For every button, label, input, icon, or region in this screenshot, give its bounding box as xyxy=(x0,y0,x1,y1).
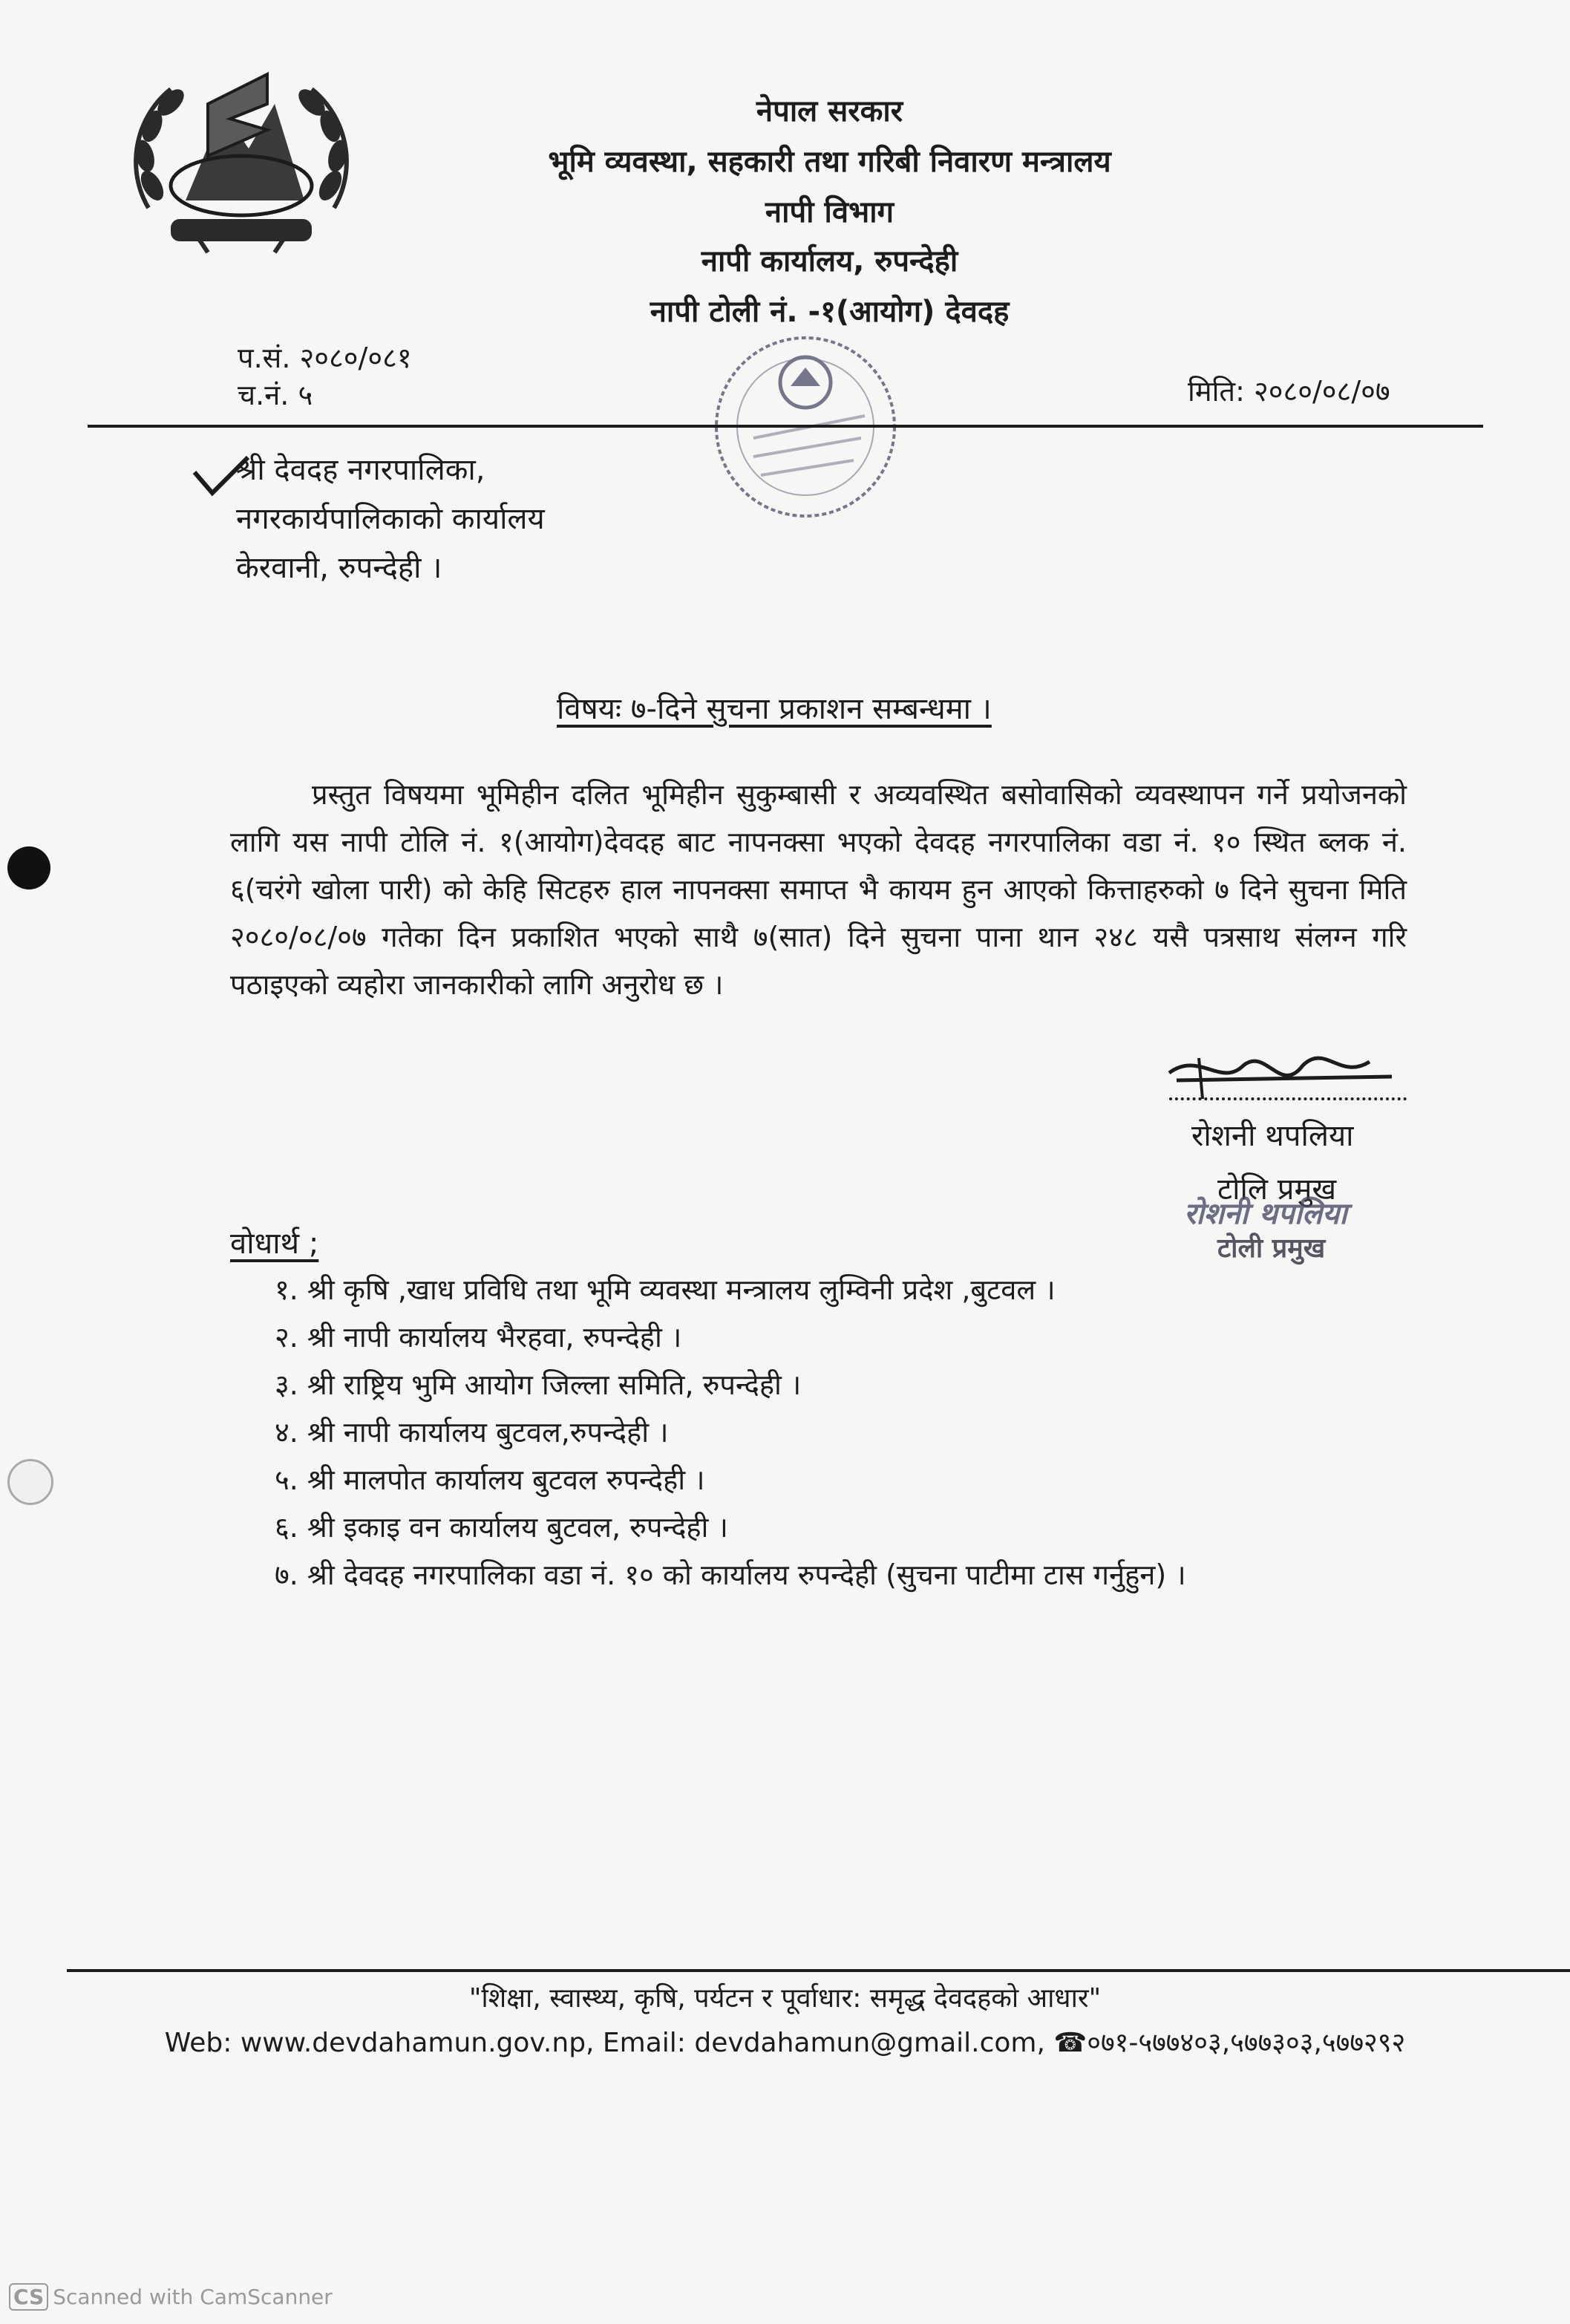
cc-item-2: २. श्री नापी कार्यालय भैरहवा, रुपन्देही । xyxy=(275,1321,682,1354)
cc-item-3: ३. श्री राष्ट्रिय भुमि आयोग जिल्ला समिति, रुपन्देही । xyxy=(275,1368,802,1401)
header-government: नेपाल सरकार xyxy=(756,94,903,128)
cc-heading: वोधार्थ ; xyxy=(230,1227,319,1261)
recipient-line-2: नगरकार्यपालिकाको कार्यालय xyxy=(236,502,545,536)
letter-subject: विषयः ७-दिने सुचना प्रकाशन सम्बन्धमा । xyxy=(557,692,992,726)
header-office: नापी कार्यालय, रुपन्देही xyxy=(701,244,958,278)
header-divider xyxy=(88,425,1483,428)
recipient-line-1: श्री देवदह नगरपालिका, xyxy=(236,453,485,487)
cc-item-6: ६. श्री इकाइ वन कार्यालय बुटवल, रुपन्देही । xyxy=(275,1511,728,1544)
recipient-address xyxy=(236,445,545,593)
cc-item-1: १. श्री कृषि ,खाध प्रविधि तथा भूमि व्यवस्था मन्त्रालय लुम्विनी प्रदेश ,बुटवल । xyxy=(275,1273,1056,1306)
punch-hole-faint xyxy=(7,1459,53,1505)
cc-item-5: ५. श्री मालपोत कार्यालय बुटवल रुपन्देही । xyxy=(275,1463,705,1496)
cc-item-7: ७. श्री देवदह नगरपालिका वडा नं. १० को कार्यालय रुपन्देही (सुचना पाटीमा टास गर्नुहुन) । xyxy=(275,1558,1186,1591)
name-stamp-title: टोली प्रमुख xyxy=(1217,1233,1326,1264)
recipient-line-3: केरवानी, रुपन्देही । xyxy=(236,551,442,585)
cc-item-4: ४. श्री नापी कार्यालय बुटवल,रुपन्देही । xyxy=(275,1416,669,1449)
header-department: नापी विभाग xyxy=(765,195,894,229)
signatory-name: रोशनी थपलिया xyxy=(1191,1119,1354,1153)
header-team: नापी टोली नं. -१(आयोग) देवदह xyxy=(650,295,1010,329)
letter-body: प्रस्तुत विषयमा भूमिहीन दलित भूमिहीन सुकुम्बासी र अव्यवस्थित बसोवासिको व्यवस्थापन गर्ने प्रयोजनको लागि यस नापी टोलि नं. १(आयोग)देवदह बाट नापनक्सा भएको देवदह नगरपालिका वडा नं. १० स्थित ब्लक नं. ६(चरंगे खोला पारी) को केहि सिटहरु हाल नापनक्सा समाप्त भै कायम हुन आएको कित्ताहरुको ७ दिने सुचना मिति २०८०/०८/०७ गतेका दिन प्रकाशित भएको साथै ७(सात) दिने सुचना पाना थान २४८ यसै पत्रसाथ संलग्न गरि पठाइएको व्यहोरा जानकारीको लागि अनुरोध छ । xyxy=(230,778,1407,1001)
scanner-watermark xyxy=(9,2283,333,2311)
footer-motto: "शिक्षा, स्वास्थ्य, कृषि, पर्यटन र पूर्वाधार: समृद्ध देवदहको आधार" xyxy=(468,1983,1102,2014)
signatory-title: टोलि प्रमुख xyxy=(1217,1172,1337,1207)
dispatch-number: च.नं. ५ xyxy=(238,379,313,411)
name-stamp-name: रोशनी थपलिया xyxy=(1184,1197,1347,1231)
footer-contact: Web: www.devdahamun.gov.np, Email: devdahamun@gmail.com, ☎०७१-५७७४०३,५७७३०३,५७७२९२ xyxy=(164,2028,1406,2058)
camscanner-badge: CS xyxy=(9,2283,48,2311)
cc-list xyxy=(275,1266,1186,1599)
letter-reference-number: प.सं. २०८०/०८१ xyxy=(238,342,412,374)
letter-date: मिति: २०८०/०८/०७ xyxy=(1188,375,1390,408)
footer-divider xyxy=(67,1969,1570,1972)
signature-dotted-line xyxy=(1169,1097,1407,1100)
camscanner-text: Scanned with CamScanner xyxy=(53,2285,333,2309)
punch-hole xyxy=(7,846,50,890)
header-ministry: भूमि व्यवस्था, सहकारी तथा गरिबी निवारण मन्त्रालय xyxy=(548,145,1111,179)
